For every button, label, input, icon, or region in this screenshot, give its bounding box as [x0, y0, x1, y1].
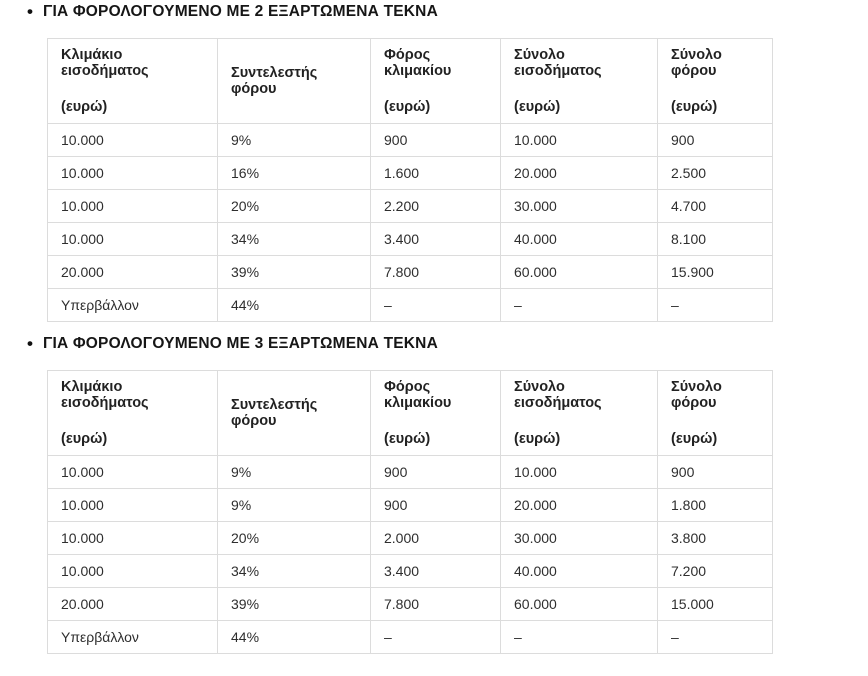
- table-cell: 900: [371, 489, 501, 522]
- table-cell: 30.000: [501, 190, 658, 223]
- table-cell: 60.000: [501, 588, 658, 621]
- header-unit: (ευρώ): [671, 431, 718, 447]
- section-heading-row: [27, 4, 868, 20]
- table-cell: 30.000: [501, 522, 658, 555]
- header-unit: (ευρώ): [671, 99, 718, 115]
- table-cell: 900: [371, 124, 501, 157]
- header-cell-tax-rate: [218, 371, 371, 456]
- table-cell: –: [658, 289, 773, 322]
- table-cell: 900: [658, 456, 773, 489]
- header-unit: (ευρώ): [514, 431, 561, 447]
- table-cell: 34%: [218, 555, 371, 588]
- table-cell: 15.900: [658, 256, 773, 289]
- table-cell: 10.000: [48, 223, 218, 256]
- table-cell: 40.000: [501, 223, 658, 256]
- table-cell: 20.000: [48, 256, 218, 289]
- header-cell-income-bracket: [48, 371, 218, 456]
- table-cell: 2.200: [371, 190, 501, 223]
- table-cell: 10.000: [48, 555, 218, 588]
- table-cell: –: [658, 621, 773, 654]
- table-cell: 20.000: [48, 588, 218, 621]
- table-row: [48, 289, 773, 322]
- header-cell-total-income: [501, 39, 658, 124]
- table-cell: 2.500: [658, 157, 773, 190]
- table-row: [48, 190, 773, 223]
- table-row: [48, 456, 773, 489]
- bullet-icon: •: [27, 2, 33, 21]
- table-row: [48, 588, 773, 621]
- section-heading: ΓΙΑ ΦΟΡΟΛΟΓΟΥΜΕΝΟ ΜΕ 2 ΕΞΑΡΤΩΜΕΝΑ ΤΕΚΝΑ: [42, 3, 438, 20]
- table-cell: 7.800: [371, 588, 501, 621]
- header-label: Κλιμάκιο εισοδήματος: [61, 47, 149, 79]
- table-cell: 3.400: [371, 223, 501, 256]
- table-cell: 20.000: [501, 157, 658, 190]
- tax-table-2-children: [47, 38, 773, 322]
- table-cell: 1.800: [658, 489, 773, 522]
- header-label: Σύνολο εισοδήματος: [514, 379, 602, 411]
- header-cell-bracket-tax: [371, 371, 501, 456]
- table-cell: 39%: [218, 588, 371, 621]
- table-cell: 10.000: [48, 522, 218, 555]
- table-cell: 40.000: [501, 555, 658, 588]
- table-row: [48, 621, 773, 654]
- table-cell: –: [371, 621, 501, 654]
- section-heading-row: [27, 336, 868, 352]
- header-cell-income-bracket: [48, 39, 218, 124]
- table-cell: 10.000: [48, 489, 218, 522]
- header-cell-bracket-tax: [371, 39, 501, 124]
- header-cell-total-tax: [658, 39, 773, 124]
- header-cell-total-income: [501, 371, 658, 456]
- header-unit: (ευρώ): [61, 431, 108, 447]
- table-cell: –: [371, 289, 501, 322]
- header-unit: (ευρώ): [61, 99, 108, 115]
- header-label: Φόρος κλιμακίου: [384, 47, 452, 79]
- table-cell: 44%: [218, 621, 371, 654]
- table-cell: 2.000: [371, 522, 501, 555]
- header-label: Σύνολο φόρου: [671, 379, 722, 411]
- table-cell: 10.000: [48, 456, 218, 489]
- tax-table-3-children: [47, 370, 773, 654]
- table-cell: 1.600: [371, 157, 501, 190]
- table-cell: 3.800: [658, 522, 773, 555]
- header-unit: (ευρώ): [384, 431, 431, 447]
- table-cell: 900: [658, 124, 773, 157]
- table-cell: Υπερβάλλον: [48, 621, 218, 654]
- table-cell: 10.000: [48, 190, 218, 223]
- header-label: Φόρος κλιμακίου: [384, 379, 452, 411]
- table-cell: 34%: [218, 223, 371, 256]
- table-cell: 20%: [218, 522, 371, 555]
- table-cell: 9%: [218, 124, 371, 157]
- header-unit: (ευρώ): [514, 99, 561, 115]
- table-cell: 16%: [218, 157, 371, 190]
- table-cell: 10.000: [48, 157, 218, 190]
- header-cell-tax-rate: [218, 39, 371, 124]
- table-cell: 10.000: [501, 124, 658, 157]
- table-row: [48, 124, 773, 157]
- table-row: [48, 555, 773, 588]
- table-cell: 4.700: [658, 190, 773, 223]
- table-cell: 60.000: [501, 256, 658, 289]
- header-row: [48, 39, 773, 124]
- header-label: Συντελεστής φόρου: [231, 65, 318, 97]
- header-label: Σύνολο εισοδήματος: [514, 47, 602, 79]
- header-label: Κλιμάκιο εισοδήματος: [61, 379, 149, 411]
- table-cell: 10.000: [48, 124, 218, 157]
- table-row: [48, 522, 773, 555]
- table-row: [48, 157, 773, 190]
- table-cell: 9%: [218, 456, 371, 489]
- table-cell: –: [501, 621, 658, 654]
- section-heading: ΓΙΑ ΦΟΡΟΛΟΓΟΥΜΕΝΟ ΜΕ 3 ΕΞΑΡΤΩΜΕΝΑ ΤΕΚΝΑ: [42, 335, 438, 352]
- section-3-children: [0, 336, 868, 654]
- table-cell: 900: [371, 456, 501, 489]
- header-label: Συντελεστής φόρου: [231, 397, 318, 429]
- table-cell: 9%: [218, 489, 371, 522]
- table-cell: 44%: [218, 289, 371, 322]
- table-row: [48, 256, 773, 289]
- header-row: [48, 371, 773, 456]
- table-cell: 7.800: [371, 256, 501, 289]
- bullet-icon: •: [27, 334, 33, 353]
- table-cell: 20.000: [501, 489, 658, 522]
- section-2-children: [0, 4, 868, 322]
- table-cell: 3.400: [371, 555, 501, 588]
- table-cell: 8.100: [658, 223, 773, 256]
- table-row: [48, 223, 773, 256]
- table-cell: 10.000: [501, 456, 658, 489]
- table-cell: –: [501, 289, 658, 322]
- header-unit: (ευρώ): [384, 99, 431, 115]
- table-cell: 20%: [218, 190, 371, 223]
- table-cell: Υπερβάλλον: [48, 289, 218, 322]
- table-cell: 39%: [218, 256, 371, 289]
- table-cell: 7.200: [658, 555, 773, 588]
- table-row: [48, 489, 773, 522]
- header-cell-total-tax: [658, 371, 773, 456]
- header-label: Σύνολο φόρου: [671, 47, 722, 79]
- table-cell: 15.000: [658, 588, 773, 621]
